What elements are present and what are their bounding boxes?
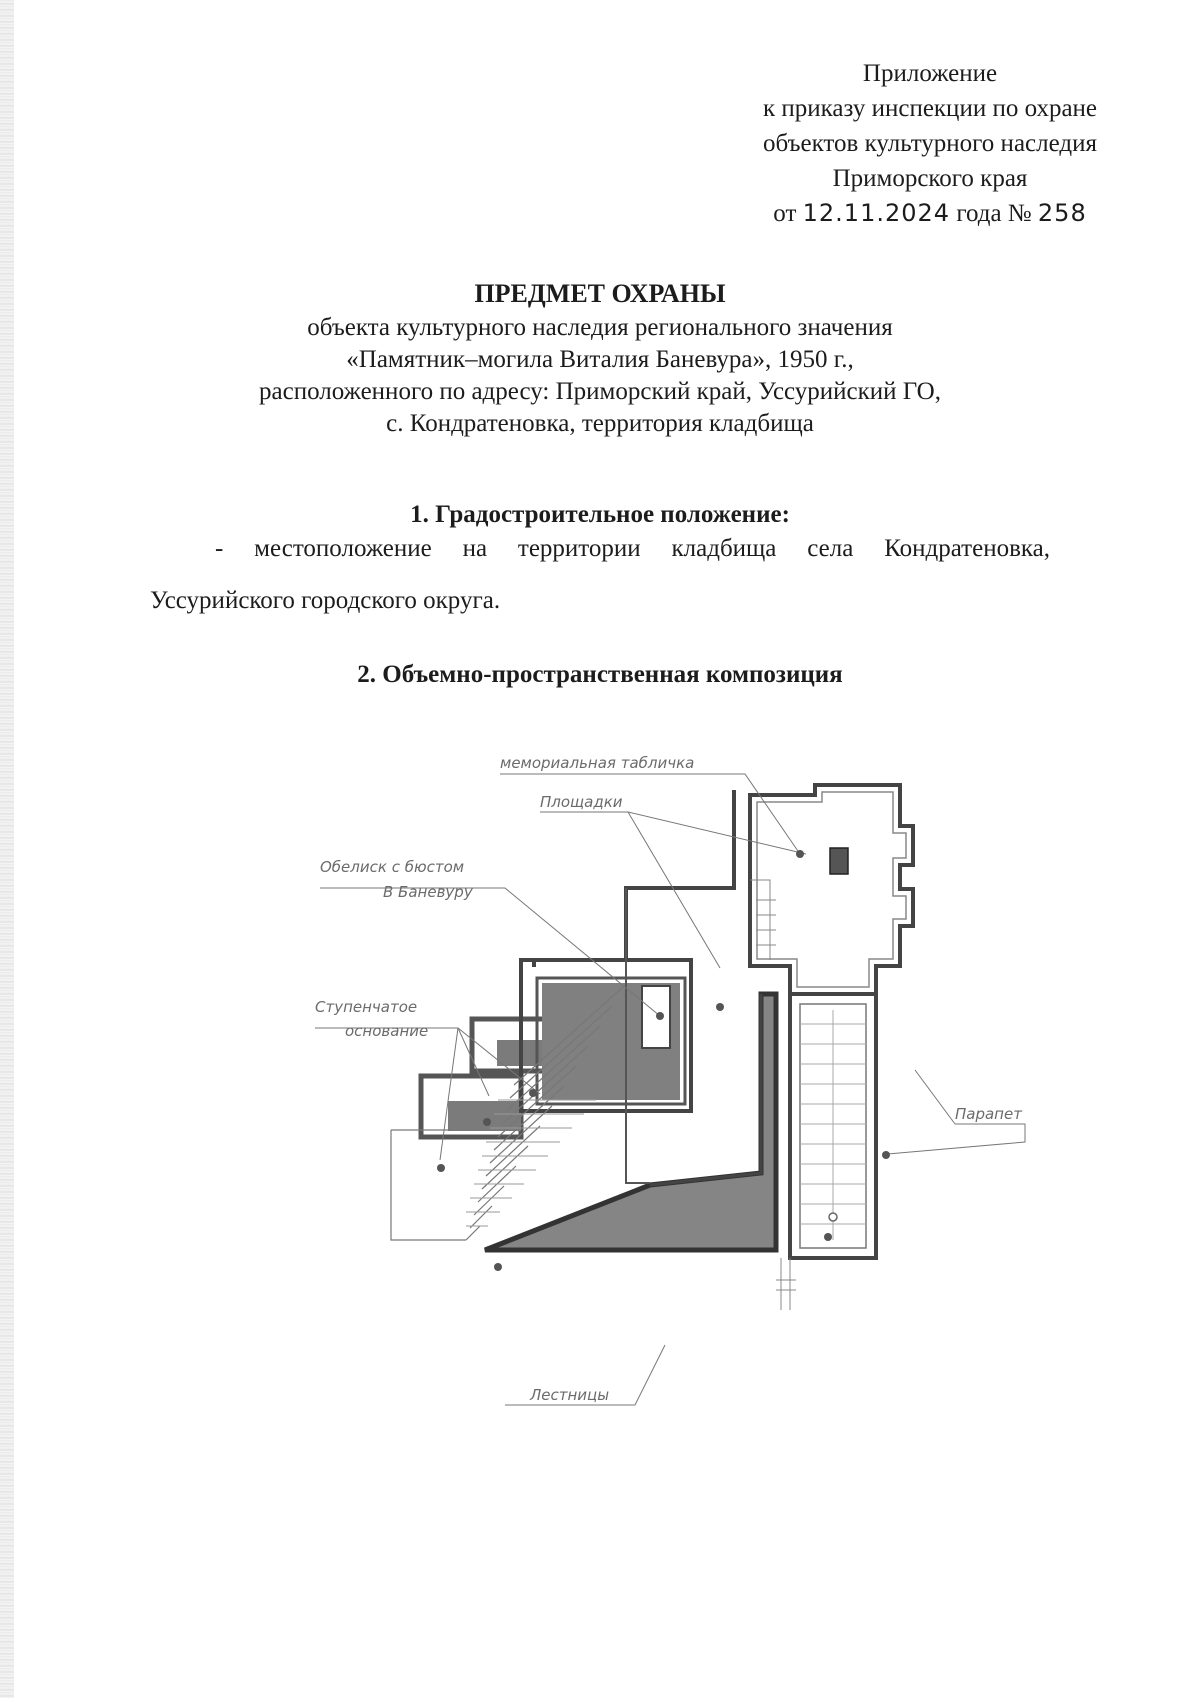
label-obelisk-line-1: Обелиск с бюстом [320,858,465,876]
handwritten-date: 12.11.2024 [802,199,951,227]
stair-marker [829,1213,837,1221]
label-obelisk-line-2: В Баневуру [383,883,473,901]
appendix-line-2: к приказу инспекции по охране [762,95,1098,122]
section-1-text-line-1: - местоположение на территории кладбища села Кондратеновка, [215,535,1050,562]
section-2-heading: 2. Объемно-пространственная композиция [357,661,843,688]
subject-line-2: «Памятник–могила Виталия Баневура», 1950 г., [346,346,854,373]
date-mid: года № [956,200,1032,227]
appendix-line-4: Приморского края [832,165,1028,192]
label-platforms: Площадки [540,793,623,811]
date-prefix: от [773,200,797,227]
label-base-line-2: основание [345,1022,429,1040]
subject-line-3: расположенного по адресу: Приморский край, Уссурийский ГО, [259,378,941,405]
handwritten-number: 258 [1037,199,1087,227]
page-title: ПРЕДМЕТ ОХРАНЫ [474,279,726,308]
section-1-text-line-2: Уссурийского городского округа. [150,587,501,614]
upper-platform-inner [757,792,906,987]
obelisk-with-bust [642,986,670,1048]
label-base-line-1: Ступенчатое [315,998,418,1016]
label-stairs: Лестницы [530,1386,610,1404]
label-parapet: Парапет [955,1105,1022,1123]
subject-line-1: объекта культурного наследия регионального значения [307,314,893,341]
label-memorial-plaque: мемориальная табличка [500,754,695,772]
memorial-plaque [830,848,848,874]
subject-line-4: с. Кондратеновка, территория кладбища [386,410,814,437]
straight-stair-steps [800,1010,866,1240]
appendix-line-3: объектов культурного наследия [763,130,1097,157]
appendix-line-1: Приложение [862,60,998,87]
section-1-heading: 1. Градостроительное положение: [410,501,790,528]
